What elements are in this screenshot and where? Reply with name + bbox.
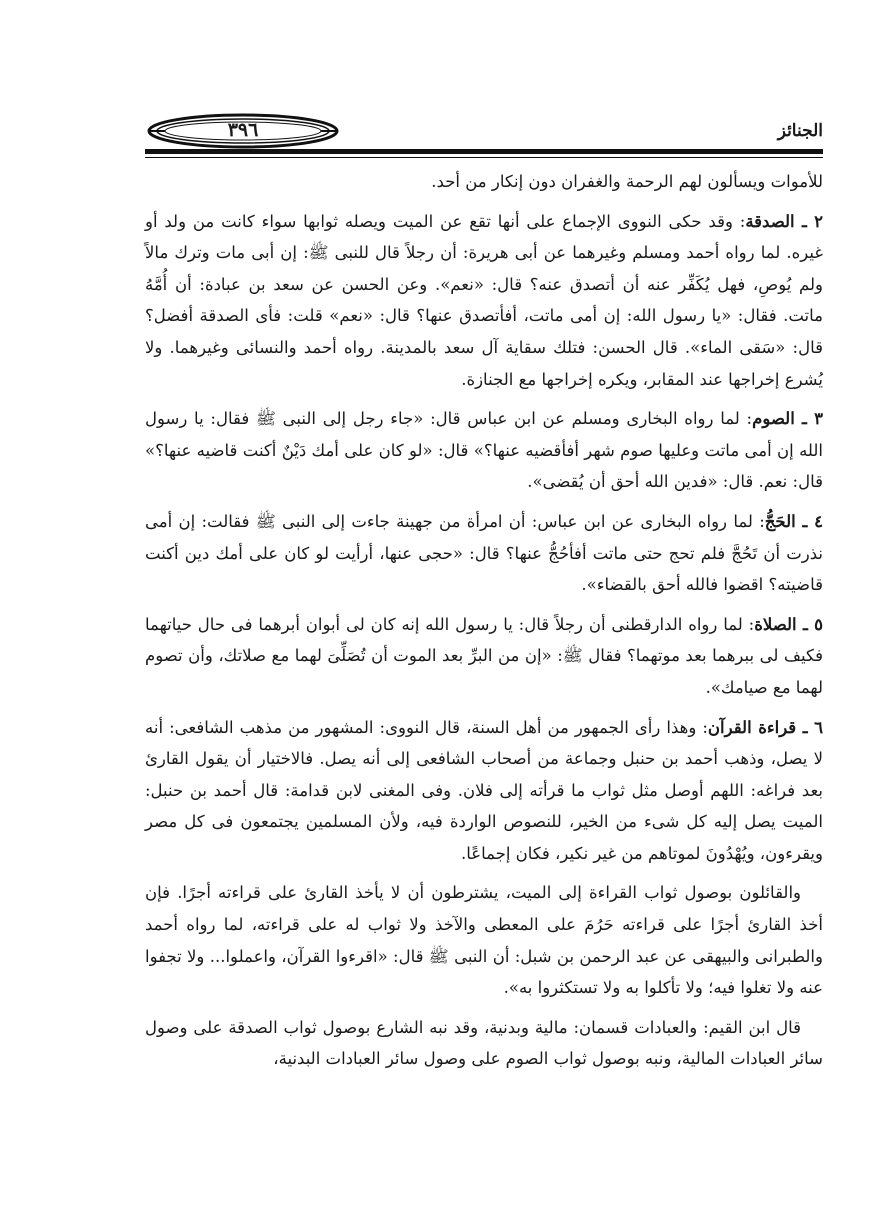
paragraph-intro [145,166,823,198]
paragraph-text: : لما رواه الدارقطنى أن رجلاً قال: يا رسول الله إنه كان لى أبوان أبرهما فى حال حياتهما فكيف لى ببرهما بعد موتهما؟ فقال ﷺ: «إن من البرِّ بعد الموت أن تُصَلِّىَ لهما مع صلاتك، وأن تصوم لهما مع صيامك». [145,614,823,697]
page-body [145,166,823,1083]
paragraph-text: للأموات ويسألون لهم الرحمة والغفران دون إنكار من أحد. [431,172,823,191]
section-heading: ٤ ـ الحَجُّ [764,511,823,531]
chapter-title: الجنائز [777,121,823,141]
paragraph-text: : لما رواه البخارى عن ابن عباس: أن امرأة من جهينة جاءت إلى النبى ﷺ فقالت: إن أمى نذرت أن تَحُجَّ فلم تحج حتى ماتت أفأحُجُّ عنها؟ قال: «حجى عنها، أرأيت لو كان على أمك دين أكنت قاضيته؟ اقضوا فالله أحق بالقضاء». [145,511,823,595]
section-heading: ٦ ـ قراءة القرآن [707,717,824,737]
paragraph-text: قال ابن القيم: والعبادات قسمان: مالية وبدنية، وقد نبه الشارع بوصول ثواب الصدقة على وصول سائر العبادات المالية، ونبه بوصول ثواب الصوم على وصول سائر العبادات البدنية، [145,1017,823,1069]
paragraph-hajj [145,506,823,601]
section-heading: ٥ ـ الصلاة [754,614,824,634]
page-number: ٣٩٦ [227,119,259,141]
section-heading: ٣ ـ الصوم [752,409,823,429]
paragraph-prayer [145,609,823,704]
page-number-badge [145,112,341,150]
paragraph-fasting [145,403,823,498]
paragraph-quran-recitation [145,712,823,870]
paragraph-text: : لما رواه البخارى ومسلم عن ابن عباس قال: «جاء رجل إلى النبى ﷺ فقال: يا رسول الله إن أمى ماتت وعليها صوم شهر أفأقضيه عنها؟» قال: «لو كان على أمك دَيْنٌ أكنت قاضيه عنها؟» قال: نعم. قال: «فدين الله أحق أن يُقضى». [145,409,823,492]
paragraph-text: : وهذا رأى الجمهور من أهل السنة، قال النووى: المشهور من مذهب الشافعى: أنه لا يصل، وذهب أحمد بن حنبل وجماعة من أصحاب الشافعى إلى أنه يصل. فالاختيار أن يقول القارئ بعد فراغه: اللهم أوصل مثل ثواب ما قرأته إلى فلان. وفى المغنى لابن قدامة: قال أحمد بن حنبل: الميت يصل إليه كل شىء من الخير، للنصوص الواردة فيه، ولأن المسلمين يجتمعون فى كل مصر ويقرءون، ويُهْدُونَ لموتاهم من غير نكير، فكان إجماعًا. [145,717,823,863]
header-rule-thin [145,157,823,158]
paragraph-ibn-qayyim [145,1012,823,1075]
paragraph-text: : وقد حكى النووى الإجماع على أنها تقع عن الميت ويصله ثوابها سواء كانت من ولد أو غيره. لما رواه أحمد ومسلم وغيرهما عن أبى هريرة: أن رجلاً قال للنبى ﷺ: إن أبى مات وترك مالاً ولم يُوصِ، فهل يُكَفِّر عنه أن أتصدق عنه؟ قال: «نعم». وعن الحسن عن سعد بن عبادة: أن أُمَّهُ ماتت. فقال: «يا رسول الله: إن أمى ماتت، أفأتصدق عنها؟ قال: «نعم» قلت: فأى الصدقة أفضل؟ قال: «سَقى الماء». قال الحسن: فتلك سقاية آل سعد بالمدينة. رواه أحمد والنسائى وغيرهما. ولا يُشرع إخراجها عند المقابر، ويكره إخراجها مع الجنازة. [145,211,823,389]
paragraph-recitation-wage [145,877,823,1003]
paragraph-charity [145,206,823,396]
section-heading: ٢ ـ الصدقة [745,211,823,231]
paragraph-text: والقائلون بوصول ثواب القراءة إلى الميت، يشترطون أن لا يأخذ القارئ على قراءته أجرًا. فإن أخذ القارئ أجرًا على قراءته حَرُمَ على المعطى والآخذ ولا ثواب له على قراءته، لما رواه أحمد والطبرانى والبيهقى عن عبد الرحمن بن شبل: أن النبى ﷺ قال: «اقرءوا القرآن، واعملوا... ولا تجفوا عنه ولا تغلوا فيه؛ ولا تأكلوا به ولا تستكثروا به». [145,883,823,998]
header-rule-thick [145,149,823,154]
